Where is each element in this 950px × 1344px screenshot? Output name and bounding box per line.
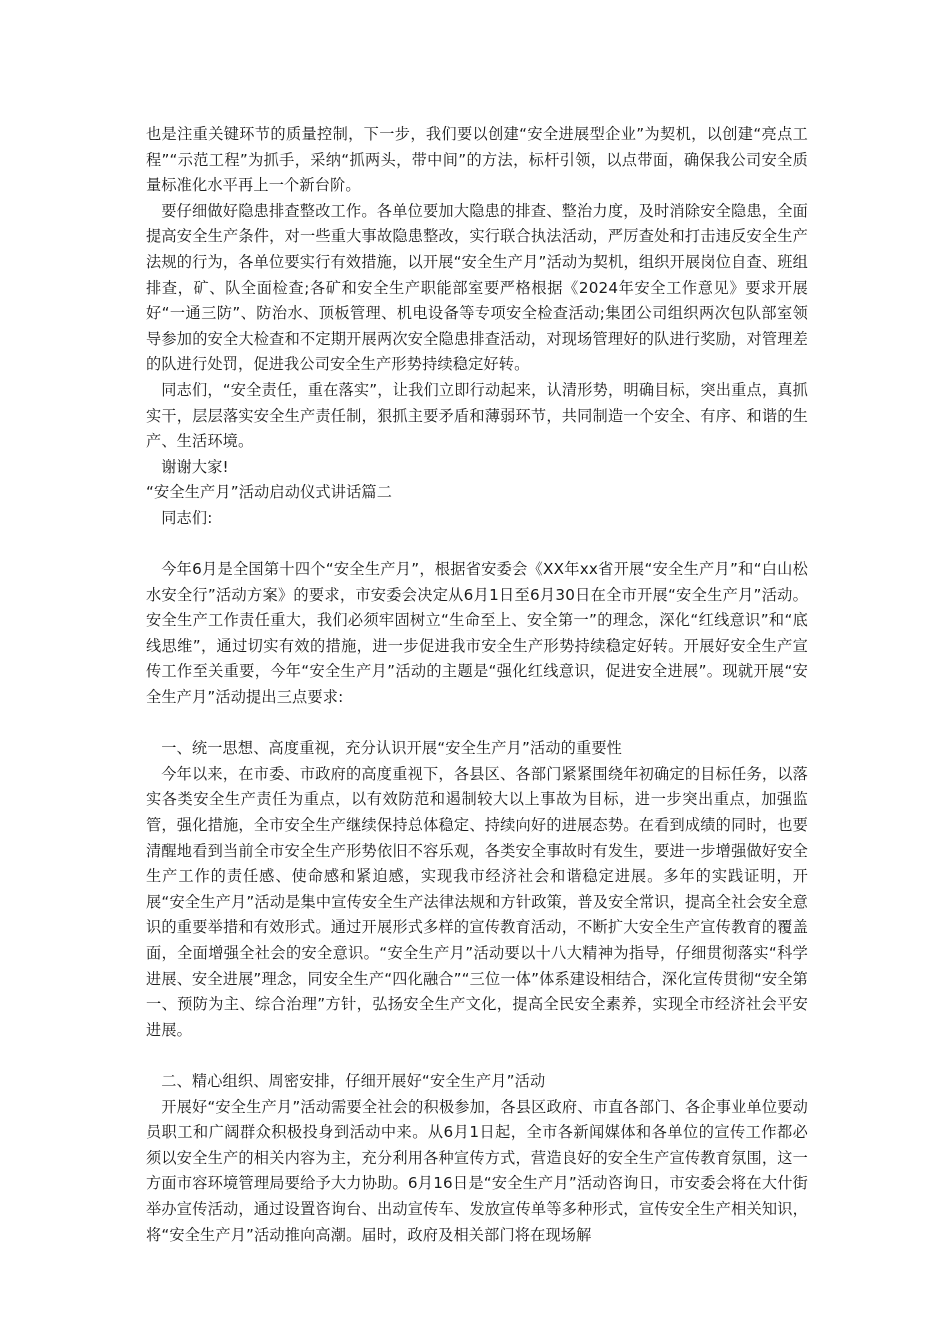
paragraph-thanks: 谢谢大家! [161,457,229,476]
paragraph-section-two: 开展好“安全生产月”活动需要全社会的积极参加，各县区政府、市直各部门、各企事业单位要动员职工和广阔群众积极投身到活动中来。从6月1日起，全市各新闻媒体和各单位的宣传工作都必须以安全生产的相关内容为主，充分利用各种宣传方式，营造良好的安全生产宣传教育氛围，这一方面市容环境管理局要给予大力协助。6月16日是“安全生产月”活动咨询日，市安委会将在大什街举办宣传活动，通过设置咨询台、出动宣传车、发放宣传单等多种形式，宣传安全生产相关知识，将“安全生产月”活动推向高潮。届时，政府及相关部门将在现场解 [146,1097,808,1244]
section-title-speech-two: “安全生产月”活动启动仪式讲话篇二 [146,483,393,502]
paragraph-section-one: 今年以来，在市委、市政府的高度重视下，各县区、各部门紧紧围绕年初确定的目标任务，以落实各类安全生产责任为重点，以有效防范和遏制较大以上事故为目标，进一步突出重点，加强监管，强化措施，全市安全生产继续保持总体稳定、持续向好的进展态势。在看到成绩的同时，也要清醒地看到当前全市安全生产形势依旧不容乐观，各类安全事故时有发生，要进一步增强做好安全生产工作的责任感、使命感和紧迫感，实现我市经济社会和谐稳定进展。多年的实践证明，开展“安全生产月”活动是集中宣传安全生产法律法规和方针政策，普及安全常识，提高全社会安全意识的重要举措和有效形式。通过开展形式多样的宣传教育活动，不断扩大安全生产宣传教育的覆盖面，全面增强全社会的安全意识。“安全生产月”活动要以十八大精神为指导，仔细贯彻落实“科学进展、安全进展”理念，同安全生产“四化融合”“三位一体”体系建设相结合，深化宣传贯彻“安全第一、预防为主、综合治理”方针，弘扬安全生产文化，提高全民安全素养，实现全市经济社会平安进展。 [146,764,808,1039]
paragraph-call-to-action: 同志们，“安全责任，重在落实”，让我们立即行动起来，认清形势，明确目标，突出重点，真抓实干，层层落实安全生产责任制，狠抓主要矛盾和薄弱环节，共同制造一个安全、有序、和谐的生产、生活环境。 [146,380,808,451]
heading-section-two: 二、精心组织、周密安排，仔细开展好“安全生产月”活动 [161,1071,546,1090]
document-body [146,122,808,1248]
paragraph-introduction: 今年6月是全国第十四个“安全生产月”，根据省安委会《XX年xx省开展“安全生产月”和“白山松水安全行”活动方案》的要求，市安委会决定从6月1日至6月30日在全市开展“安全生产月”活动。安全生产工作责任重大，我们必须牢固树立“生命至上、安全第一”的理念，深化“红线意识”和“底线思维”，通过切实有效的措施，进一步促进我市安全生产形势持续稳定好转。开展好安全生产宣传工作至关重要，今年“安全生产月”活动的主题是“强化红线意识，促进安全进展”。现就开展“安全生产月”活动提出三点要求: [146,560,808,707]
blank-line [146,1043,808,1069]
paragraph-continuation: 也是注重关键环节的质量控制，下一步，我们要以创建“安全进展型企业”为契机，以创建“亮点工程”“示范工程”为抓手，采纳“抓两头，带中间”的方法，标杆引领，以点带面，确保我公司安全质量标准化水平再上一个新台阶。 [146,125,808,195]
blank-line [146,711,808,737]
blank-line [146,532,808,558]
paragraph-hazard-inspection: 要仔细做好隐患排查整改工作。各单位要加大隐患的排查、整治力度，及时消除安全隐患，全面提高安全生产条件，对一些重大事故隐患整改，实行联合执法活动，严厉查处和打击违反安全生产法规的行为，各单位要实行有效措施，以开展“安全生产月”活动为契机，组织开展岗位自查、班组排查，矿、队全面检查;各矿和安全生产职能部室要严格根据《2024年安全工作意见》要求开展好“一通三防”、防治水、顶板管理、机电设备等专项安全检查活动;集团公司组织两次包队部室领导参加的安全大检查和不定期开展两次安全隐患排查活动，对现场管理好的队进行奖励，对管理差的队进行处罚，促进我公司安全生产形势持续稳定好转。 [146,201,808,374]
heading-section-one: 一、统一思想、高度重视，充分认识开展“安全生产月”活动的重要性 [161,739,623,758]
paragraph-salutation: 同志们: [161,508,213,527]
